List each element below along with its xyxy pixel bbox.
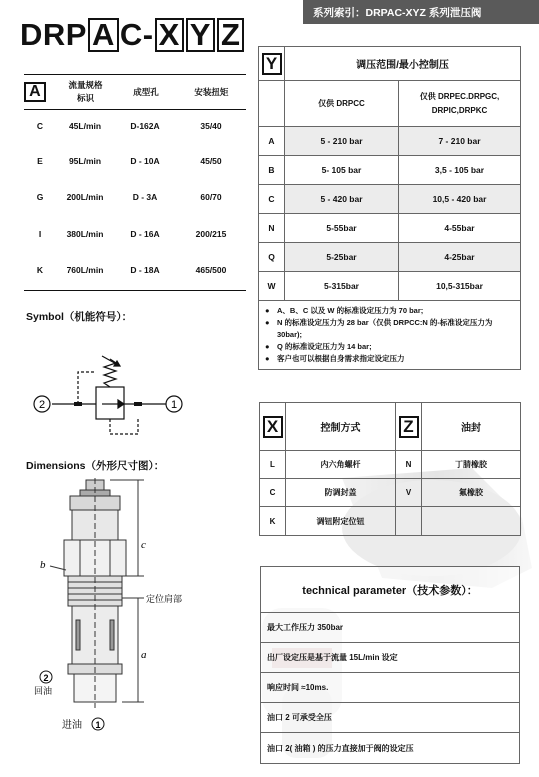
pressure-note [265,341,514,353]
pressure-range-letter: Y [262,53,282,75]
flow-spec-cell: 380L/min [66,228,104,239]
bullet-icon: ● [265,318,270,327]
model-code-y: Y [186,18,215,52]
symbol-label: Symbol（机能符号）： [26,311,133,323]
dim-port-1: 1 [95,720,101,730]
control-seal-row [260,507,520,535]
model-code-prefix: DRP [20,17,87,52]
control-seal-row [260,479,520,507]
pressure-note-text: 客户也可以根据自身需求指定设定压力 [277,354,405,363]
model-code-z: Z [217,18,244,52]
pressure-col-drpcc: 仅供 DRPCC [285,81,399,126]
flow-spec-cell: E [37,155,43,166]
pressure-col-others: 仅供 DRPEC.DRPGC, DRPIC,DRPKC [419,91,500,115]
control-seal-row [260,451,520,479]
flow-spec-row [24,179,246,215]
bullet-icon: ● [265,306,270,315]
flow-spec-cell: 60/70 [200,192,222,202]
flow-spec-cell: I [38,228,42,239]
control-letter: X [263,416,283,438]
pressure-note [265,305,514,317]
control-seal-header [260,403,520,451]
pressure-range-subheader [259,81,520,127]
bullet-icon: ● [265,354,270,363]
flow-spec-cell: D-162A [130,121,160,131]
flow-spec-table [24,74,246,291]
technical-parameter-panel [260,566,520,764]
dimensions-diagram [28,478,228,738]
flow-spec-cell: 465/500 [195,265,227,275]
control-seal-cell: 丁腈橡胶 [455,460,487,469]
pressure-range-title: 调压范围/最小控制压 [356,60,449,71]
dim-port-2: 2 [43,673,49,683]
pressure-range-row [259,127,520,156]
symbol-port-2: 2 [38,399,46,411]
flow-spec-row [24,215,246,252]
technical-parameter-row: 出厂设定压是基于流量 15L/min 设定 [261,643,519,673]
flow-spec-cell: 45L/min [68,121,102,131]
pressure-notes [259,301,520,369]
control-seal-cell: L [260,451,286,478]
valve-symbol-diagram [28,330,228,440]
flow-spec-cell: 200L/min [66,192,104,202]
flow-spec-row [24,252,246,288]
control-seal-table [259,402,521,536]
control-seal-cell: 防调封盖 [286,479,396,506]
pressure-range-cell: N [259,214,285,242]
pressure-range-cell: 5 - 420 bar [285,185,399,213]
pressure-range-cell: B [259,156,285,184]
pressure-range-cell: 5-55bar [285,214,399,242]
series-index-header [303,0,539,24]
pressure-range-cell: Q [259,243,285,271]
technical-parameter-row: 响应时间 ≈10ms. [261,673,519,703]
pressure-range-row [259,272,520,301]
flow-spec-col-flow: 流量规格 标识 [68,80,103,103]
seal-title: 油封 [461,423,481,434]
control-seal-cell: V [396,479,422,506]
pressure-range-cell: A [259,127,285,155]
pressure-note-text: N 的标准设定压力为 28 bar（仅供 DRPCC:N 的-标准设定压力为 30bar); [277,318,493,339]
control-seal-cell [422,507,520,535]
model-code-c: C [119,17,143,52]
pressure-range-cell: 5 - 210 bar [285,127,399,155]
pressure-range-cell: 4-25bar [399,243,520,271]
pressure-note-text: A、B、C 以及 W 的标准设定压力为 70 bar; [277,306,424,315]
series-index-title: 系列索引：DRPAC-XYZ 系列泄压阀 [313,6,482,19]
control-seal-cell: C [260,479,286,506]
symbol-port-1: 1 [170,399,178,411]
pressure-range-cell: 5- 105 bar [285,156,399,184]
flow-spec-cell: D - 16A [130,228,160,239]
control-seal-cell: 氟橡胶 [459,488,483,497]
pressure-range-table [258,46,521,370]
technical-parameter-row: 油口 2( 油箱 ) 的压力直接加于阀的设定压 [267,743,414,753]
pressure-range-row [259,185,520,214]
control-seal-cell: 内六角螺杆 [286,451,396,478]
pressure-range-cell: 5-25bar [285,243,399,271]
model-code-x: X [155,18,184,52]
pressure-range-cell: 7 - 210 bar [399,127,520,155]
dimensions-label: Dimensions（外形尺寸图）： [26,460,165,472]
inlet-label: 进油 [62,720,82,731]
dim-c-label: c [141,539,146,551]
flow-spec-cell: K [36,265,44,275]
control-seal-cell: 调钮附定位钮 [286,507,396,535]
flow-spec-cell: C [36,121,44,131]
locating-shoulder-label: 定位肩部 [146,594,183,604]
flow-spec-cell: 45/50 [200,155,222,166]
bullet-icon: ● [265,342,270,351]
control-title: 控制方式 [286,403,396,450]
pressure-range-row [259,243,520,272]
flow-spec-cell: 760L/min [66,265,104,275]
model-code-dash: - [142,17,154,52]
flow-spec-cell: 35/40 [200,121,222,131]
flow-spec-cell: 200/215 [195,228,227,239]
pressure-range-cell: 10,5-315bar [436,281,483,291]
technical-parameter-title: technical parameter（技术参数）： [261,567,519,613]
flow-spec-cell: D - 10A [130,155,160,166]
pressure-range-header [259,47,520,81]
flow-spec-row [24,142,246,179]
flow-spec-cell: G [36,192,44,202]
model-code-a: A [88,18,119,52]
flow-spec-col-cavity: 成型孔 [133,87,159,97]
flow-spec-cell: D - 3A [132,192,158,202]
dim-b-label: b [40,559,46,571]
pressure-range-cell: 3,5 - 105 bar [434,165,485,175]
model-code [20,18,245,52]
pressure-note [265,317,514,341]
pressure-note [265,353,514,365]
flow-spec-row [24,110,246,142]
pressure-range-cell: 5-315bar [285,272,399,300]
seal-letter: Z [399,416,419,438]
pressure-range-row [259,214,520,243]
pressure-range-cell: 4-55bar [444,223,475,233]
flow-spec-letter: A [24,82,46,102]
flow-spec-cell: 95L/min [68,155,102,166]
technical-parameter-row: 最大工作压力 350bar [261,613,519,643]
pressure-range-cell: C [259,185,285,213]
control-seal-cell: K [260,507,286,535]
return-oil-label: 回油 [34,686,53,696]
flow-spec-cell: D - 18A [130,265,160,275]
pressure-note-text: Q 的标准设定压力为 14 bar; [277,342,372,351]
dim-a-label: a [141,649,147,661]
control-seal-cell: N [396,451,422,478]
control-seal-cell [396,507,422,535]
pressure-range-cell: 10,5 - 420 bar [399,185,520,213]
technical-parameter-row: 油口 2 可承受全压 [261,703,519,733]
flow-spec-header [24,75,246,109]
flow-spec-col-torque: 安装扭矩 [194,87,229,97]
table-rule [24,290,246,291]
pressure-range-row [259,156,520,185]
pressure-range-cell: W [259,272,285,300]
